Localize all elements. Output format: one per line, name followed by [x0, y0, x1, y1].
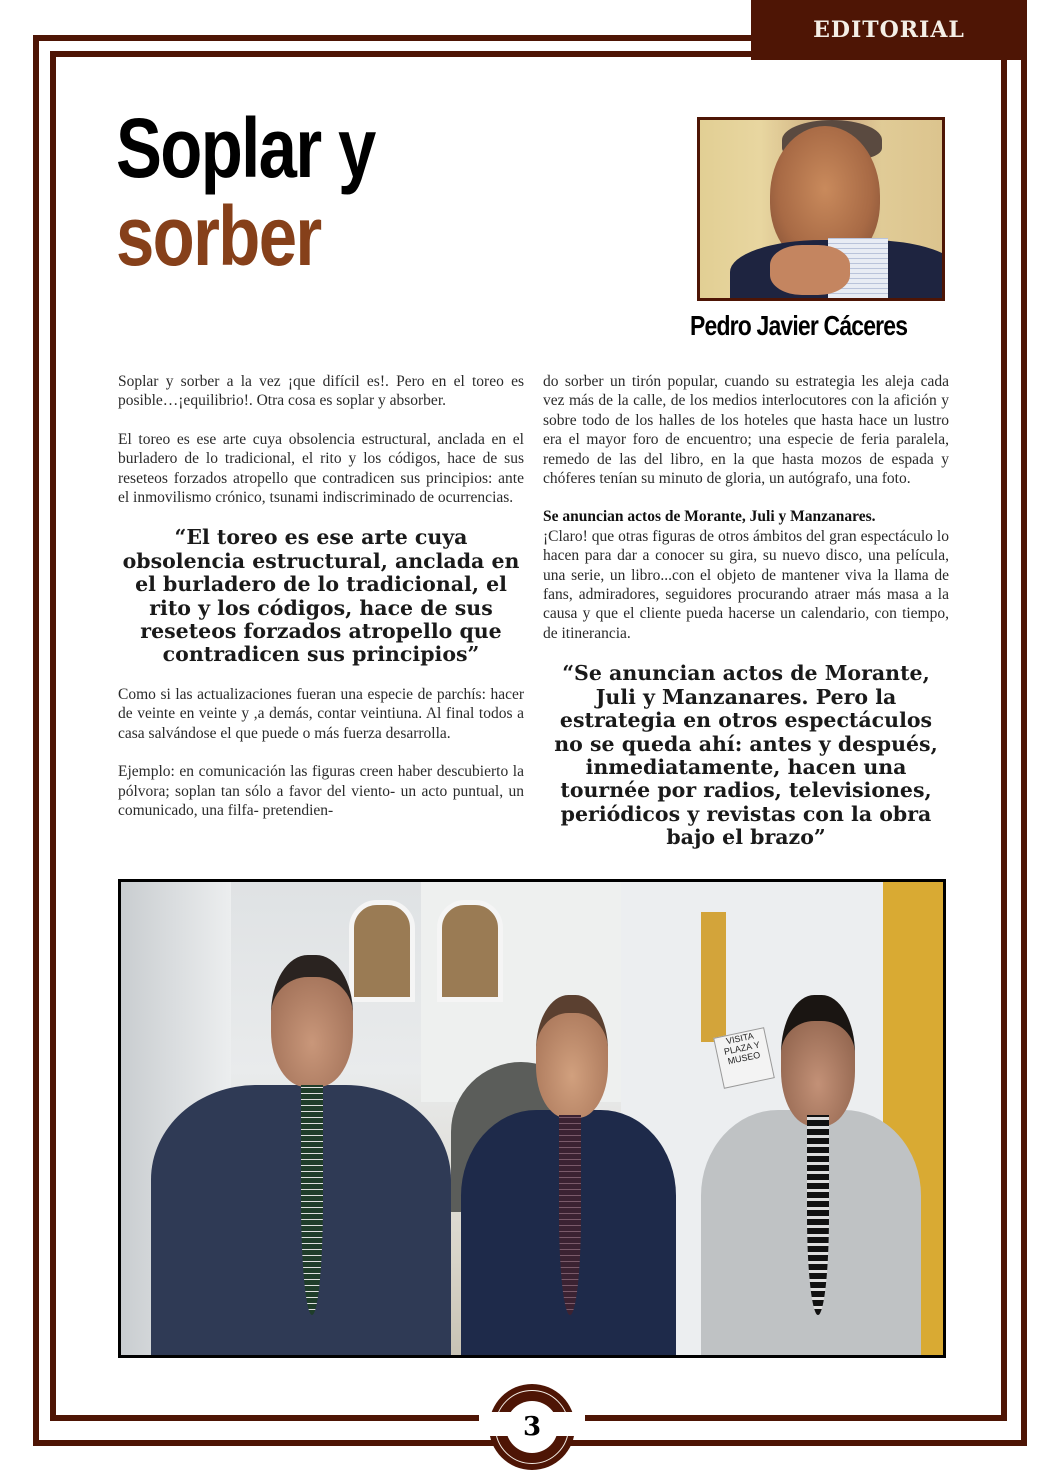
photo-street-sign: VISITA PLAZA Y MUSEO [713, 1027, 775, 1089]
author-photo [697, 117, 945, 301]
person-center [461, 995, 701, 1355]
person-right [691, 995, 931, 1355]
person-head [536, 995, 608, 1118]
pull-quote: “Se anuncian actos de Morante, Juli y Manzanares. Pero la estrategia en otros espectáculos no se queda ahí: antes y después, inmediatamente, hacen una tournée por radios, televisiones, periódicos y revistas con la obra bajo el brazo” [554, 661, 938, 850]
title-line-2: sorber [116, 189, 321, 283]
person-tie [559, 1115, 581, 1315]
person-tie [807, 1115, 829, 1315]
author-name: Pedro Javier Cáceres [690, 310, 908, 341]
paragraph: Ejemplo: en comunicación las figuras creen haber descubierto la pólvora; soplan tan sólo a favor del viento- un acto puntual, un comunicado, una filfa- pretendien- [118, 763, 524, 819]
paragraph: Como si las actualizaciones fueran una especie de parchís: hacer de veinte en veinte y ,a demás, contar veintiuna. Al final todos a casa salvándose el que puede o más fuerza desarrolla. [118, 685, 524, 742]
left-column [118, 372, 524, 839]
person-tie [301, 1085, 323, 1315]
paragraph: Soplar y sorber a la vez ¡que difícil es!. Pero en el toreo es posible…¡equilibrio!. Otra cosa es soplar y absorber. [118, 373, 524, 410]
section-label: EDITORIAL [813, 17, 965, 43]
paragraph: do sorber un tirón popular, cuando su estrategia les aleja cada vez más de la calle, de los medios interlocutores con la afición y sobre todo de los halles de los hoteles que hasta hace un lustro era el mayor foro de encuentro; una especie de feria paralela, remedo de las del libro, en la que hasta mozos de espada y chóferes tenían su minuto de gloria, un autógrafo, una foto. [543, 373, 949, 488]
pull-quote: “El toreo es ese arte cuya obsolencia estructural, anclada en el burladero de lo tradicional, el rito y los códigos, hace de sus reseteos forzados atropello que contradicen sus principios” [122, 525, 520, 667]
page-number-badge [489, 1384, 575, 1470]
right-column [543, 372, 949, 868]
author-hand [770, 245, 850, 295]
main-photo [118, 879, 946, 1358]
person-head [271, 955, 353, 1087]
title-line-1: Soplar y [116, 101, 375, 195]
paragraph: ¡Claro! que otras figuras de otros ámbitos del gran espectáculo lo hacen para dar a conocer su gira, su nuevo disco, una película, una serie, un libro...con el objeto de mantener viva la llama de fans, admiradores, seguidores procurando atraer más masa a la causa y que el cliente pueda hacerse un calendario, con tiempo, de itinerancia. [543, 527, 949, 642]
paragraph: El toreo es ese arte cuya obsolencia estructural, anclada en el burladero de lo tradicional, el rito y los códigos, hace de sus reseteos forzados atropello que contradicen sus principios: ante el inmovilismo crónico, tsunami indiscriminado de ocurrencias. [118, 430, 524, 507]
section-tab [751, 0, 1027, 60]
page-number: 3 [506, 1401, 558, 1453]
article-title [116, 101, 375, 283]
person-head [781, 995, 855, 1126]
person-left [151, 955, 471, 1355]
lead-heading: Se anuncian actos de Morante, Juli y Manzanares. [543, 508, 876, 526]
